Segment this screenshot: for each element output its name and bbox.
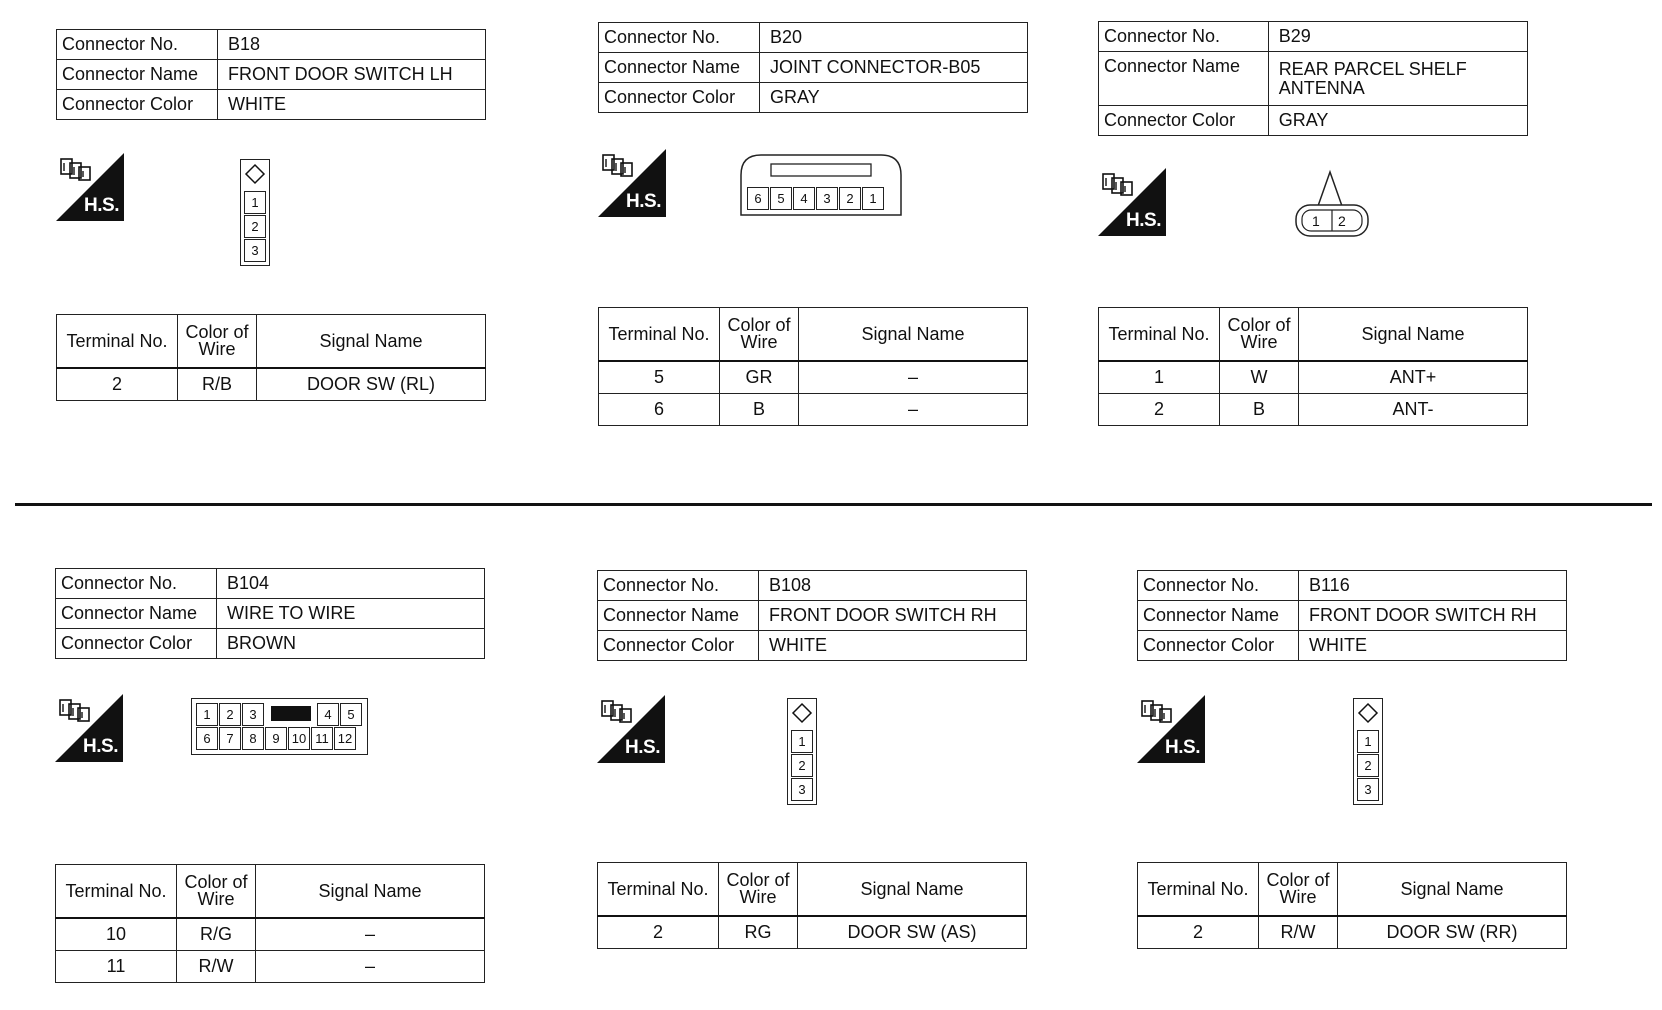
connector-face-diagram (739, 153, 903, 217)
connector-no-value: B116 (1299, 571, 1567, 601)
pin-1: 1 (1312, 213, 1320, 229)
connector-info-table (1098, 21, 1528, 136)
connector-name-value: JOINT CONNECTOR-B05 (760, 53, 1028, 83)
label-connector-color: Connector Color (599, 83, 760, 113)
connector-no-value: B104 (217, 569, 485, 599)
pin-4: 4 (793, 187, 815, 210)
pin-1: 1 (196, 703, 218, 726)
header-terminal-no: Terminal No. (1138, 863, 1259, 917)
label-connector-name: Connector Name (598, 601, 759, 631)
connector-no-value: B18 (218, 30, 486, 60)
label-connector-color: Connector Color (1138, 631, 1299, 661)
terminal-cell: 6 (599, 394, 720, 426)
pin-3: 3 (791, 778, 813, 801)
terminal-cell: 2 (57, 368, 178, 401)
key-diamond-icon (244, 163, 266, 185)
table-row (598, 916, 1027, 949)
connector-panel-b104 (55, 568, 485, 1008)
pin-7: 7 (219, 727, 241, 750)
pin-3: 3 (816, 187, 838, 210)
connector-face-diagram (191, 698, 368, 755)
hs-label: H.S. (626, 191, 661, 212)
wire-color-cell: R/W (1259, 916, 1338, 949)
label-connector-no: Connector No. (56, 569, 217, 599)
connector-no-value: B29 (1268, 22, 1527, 52)
signal-name-cell: ANT+ (1299, 361, 1528, 394)
pin-10: 10 (288, 727, 310, 750)
connector-name-value: FRONT DOOR SWITCH RH (1299, 601, 1567, 631)
terminal-table (56, 314, 486, 401)
pin-1: 1 (244, 191, 266, 214)
pin-1: 1 (791, 730, 813, 753)
table-row (56, 918, 485, 951)
header-signal-name: Signal Name (799, 308, 1028, 362)
key-lock-block (271, 706, 311, 721)
hs-label: H.S. (83, 736, 118, 757)
connector-face-diagram (1294, 168, 1370, 238)
label-connector-name: Connector Name (56, 599, 217, 629)
signal-name-cell: DOOR SW (AS) (798, 916, 1027, 949)
pin-5: 5 (770, 187, 792, 210)
connector-face-diagram (787, 698, 817, 805)
harness-side-icon (1137, 695, 1205, 763)
terminal-table (598, 307, 1028, 426)
pin-1: 1 (1357, 730, 1379, 753)
label-connector-color: Connector Color (598, 631, 759, 661)
signal-name-cell: – (799, 361, 1028, 394)
table-row (599, 361, 1028, 394)
harness-side-icon (597, 695, 665, 763)
header-terminal-no: Terminal No. (57, 315, 178, 369)
header-signal-name: Signal Name (1338, 863, 1567, 917)
terminal-cell: 2 (1099, 394, 1220, 426)
label-connector-name: Connector Name (1138, 601, 1299, 631)
connector-info-table (598, 22, 1028, 113)
header-color-of-wire: Color of Wire (177, 865, 256, 919)
wire-color-cell: R/W (177, 951, 256, 983)
signal-name-cell: DOOR SW (RL) (257, 368, 486, 401)
terminal-cell: 5 (599, 361, 720, 394)
connector-name-value: REAR PARCEL SHELF ANTENNA (1268, 52, 1527, 106)
connector-panel-b108 (597, 570, 1027, 1010)
wire-color-cell: W (1220, 361, 1299, 394)
header-signal-name: Signal Name (257, 315, 486, 369)
section-divider (15, 503, 1652, 506)
hs-label: H.S. (84, 195, 119, 216)
connector-name-value: FRONT DOOR SWITCH RH (759, 601, 1027, 631)
table-row (599, 394, 1028, 426)
connector-color-value: WHITE (218, 90, 486, 120)
table-row (1099, 361, 1528, 394)
header-terminal-no: Terminal No. (598, 863, 719, 917)
pin-3: 3 (242, 703, 264, 726)
signal-name-cell: – (256, 918, 485, 951)
pin-6: 6 (747, 187, 769, 210)
pin-3: 3 (1357, 778, 1379, 801)
pin-8: 8 (242, 727, 264, 750)
label-connector-no: Connector No. (57, 30, 218, 60)
terminal-cell: 2 (598, 916, 719, 949)
signal-name-cell: DOOR SW (RR) (1338, 916, 1567, 949)
header-terminal-no: Terminal No. (1099, 308, 1220, 362)
connector-no-value: B108 (759, 571, 1027, 601)
terminal-cell: 2 (1138, 916, 1259, 949)
connector-no-value: B20 (760, 23, 1028, 53)
connector-info-table (56, 29, 486, 120)
connector-panel-b29 (1098, 21, 1528, 461)
table-row (56, 951, 485, 983)
signal-name-cell: – (256, 951, 485, 983)
label-connector-color: Connector Color (56, 629, 217, 659)
pin-row-top (196, 703, 363, 727)
header-signal-name: Signal Name (1299, 308, 1528, 362)
harness-side-icon (1098, 168, 1166, 236)
pin-2: 2 (244, 215, 266, 238)
terminal-cell: 11 (56, 951, 177, 983)
connector-color-value: WHITE (1299, 631, 1567, 661)
wire-color-cell: RG (719, 916, 798, 949)
label-connector-no: Connector No. (1138, 571, 1299, 601)
wire-color-cell: GR (720, 361, 799, 394)
pin-6: 6 (196, 727, 218, 750)
label-connector-color: Connector Color (1099, 106, 1269, 136)
pin-4: 4 (317, 703, 339, 726)
connector-color-value: GRAY (1268, 106, 1527, 136)
signal-name-cell: ANT- (1299, 394, 1528, 426)
header-signal-name: Signal Name (798, 863, 1027, 917)
header-color-of-wire: Color of Wire (178, 315, 257, 369)
wire-color-cell: B (720, 394, 799, 426)
harness-side-icon (598, 149, 666, 217)
connector-name-value: FRONT DOOR SWITCH LH (218, 60, 486, 90)
terminal-table (55, 864, 485, 983)
pin-2: 2 (1357, 754, 1379, 777)
connector-panel-b20 (598, 22, 1028, 462)
table-row (57, 368, 486, 401)
connector-color-value: WHITE (759, 631, 1027, 661)
key-diamond-icon (791, 702, 813, 724)
pin-row-bottom (196, 727, 363, 750)
connector-face-diagram (240, 159, 270, 266)
label-connector-no: Connector No. (599, 23, 760, 53)
connector-info-table (597, 570, 1027, 661)
wire-color-cell: R/B (178, 368, 257, 401)
header-terminal-no: Terminal No. (599, 308, 720, 362)
pin-12: 12 (334, 727, 356, 750)
label-connector-name: Connector Name (57, 60, 218, 90)
table-row (1138, 916, 1567, 949)
label-connector-no: Connector No. (1099, 22, 1269, 52)
key-diamond-icon (1357, 702, 1379, 724)
hs-label: H.S. (625, 737, 660, 758)
terminal-table (1098, 307, 1528, 426)
terminal-cell: 1 (1099, 361, 1220, 394)
pin-1: 1 (862, 187, 884, 210)
pin-3: 3 (244, 239, 266, 262)
header-color-of-wire: Color of Wire (720, 308, 799, 362)
pin-2: 2 (219, 703, 241, 726)
connector-panel-b116 (1137, 570, 1567, 1010)
pin-11: 11 (311, 727, 333, 750)
label-connector-color: Connector Color (57, 90, 218, 120)
pin-row (747, 187, 885, 210)
label-connector-no: Connector No. (598, 571, 759, 601)
harness-side-icon (56, 153, 124, 221)
label-connector-name: Connector Name (599, 53, 760, 83)
wire-color-cell: R/G (177, 918, 256, 951)
terminal-table (1137, 862, 1567, 949)
header-color-of-wire: Color of Wire (1259, 863, 1338, 917)
connector-color-value: BROWN (217, 629, 485, 659)
connector-color-value: GRAY (760, 83, 1028, 113)
signal-name-cell: – (799, 394, 1028, 426)
connector-panel-b18 (56, 29, 486, 469)
hs-label: H.S. (1165, 737, 1200, 758)
pin-5: 5 (340, 703, 362, 726)
table-row (1099, 394, 1528, 426)
header-color-of-wire: Color of Wire (1220, 308, 1299, 362)
hs-label: H.S. (1126, 210, 1161, 231)
pin-2: 2 (1338, 213, 1346, 229)
connector-face-diagram (1353, 698, 1383, 805)
pin-9: 9 (265, 727, 287, 750)
terminal-table (597, 862, 1027, 949)
wire-color-cell: B (1220, 394, 1299, 426)
header-terminal-no: Terminal No. (56, 865, 177, 919)
header-signal-name: Signal Name (256, 865, 485, 919)
connector-info-table (1137, 570, 1567, 661)
connector-name-value: WIRE TO WIRE (217, 599, 485, 629)
pin-2: 2 (839, 187, 861, 210)
harness-side-icon (55, 694, 123, 762)
terminal-cell: 10 (56, 918, 177, 951)
pin-2: 2 (791, 754, 813, 777)
label-connector-name: Connector Name (1099, 52, 1269, 106)
connector-info-table (55, 568, 485, 659)
header-color-of-wire: Color of Wire (719, 863, 798, 917)
